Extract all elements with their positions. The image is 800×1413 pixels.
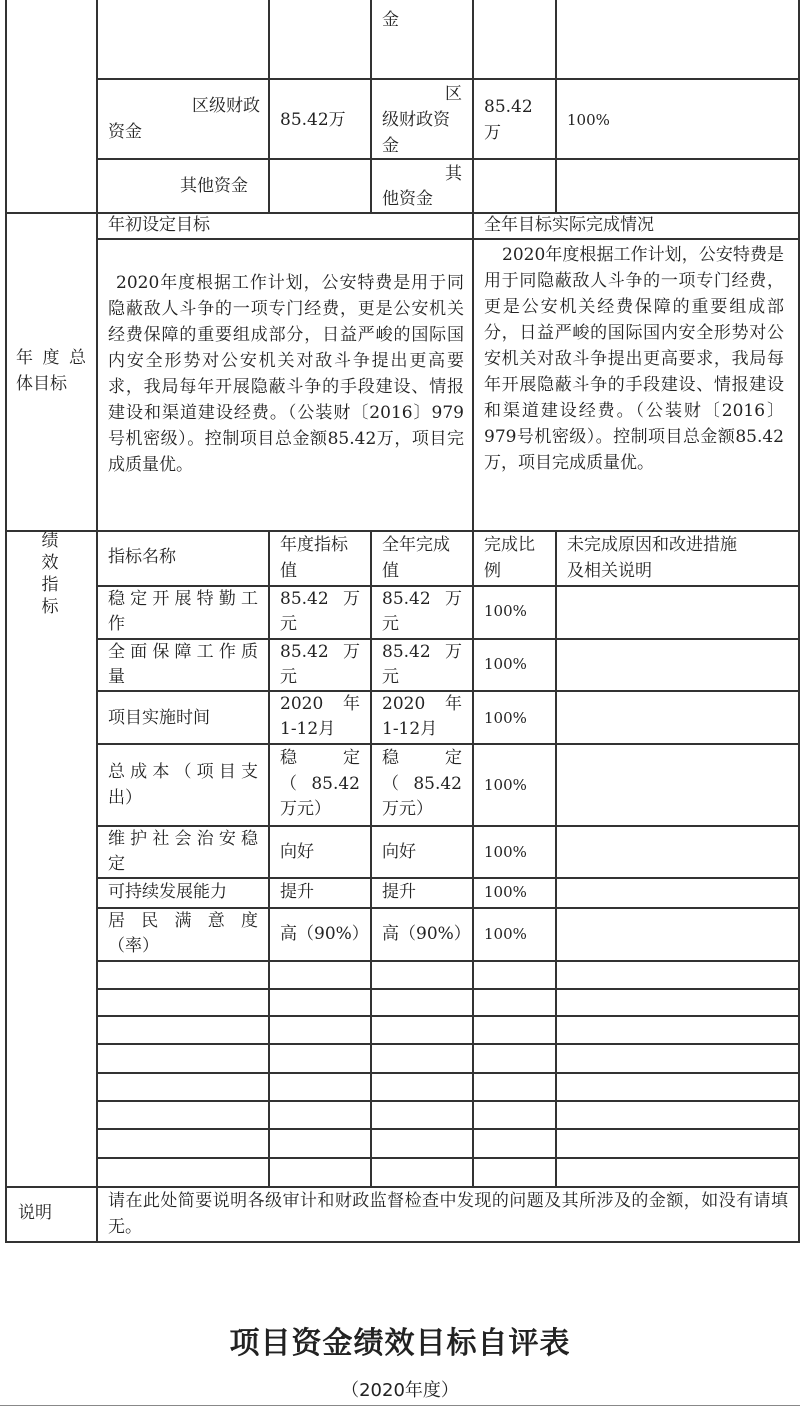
border-line [798,0,800,1242]
border-line [96,1128,800,1130]
border-line [5,530,800,532]
indicator-row-target: 提升 [280,882,314,902]
indicator-row-actual-cont: 元 [382,614,399,634]
indicator-row-target: 稳 定 [280,748,360,768]
indicator-row-actual-cont: （85.42 [382,774,462,794]
next-page-subtitle: （2020年度） [341,1380,459,1401]
indicator-row-name-cont: 定 [108,854,125,874]
indicator-row-actual-cont: 1-12月 [382,719,438,739]
indicators-label-char: 指 [41,575,59,595]
indicator-row-name-cont: （率） [108,936,159,956]
indicator-row-ratio: 100% [484,709,527,727]
ratio-header-line1: 完成比 [484,535,535,555]
border-line [96,1157,800,1159]
notes-text: 请在此处简要说明各级审计和财政监督检查中发现的问题及其所涉及的金额，如没有请填无。 [108,1191,788,1237]
indicator-row-ratio: 100% [484,655,527,673]
indicators-section-label [38,530,62,618]
district-funds-budget: 85.42万 [280,110,346,130]
indicator-row-name-cont: 量 [108,667,125,687]
page-bottom-rule [0,1405,800,1406]
indicator-row-name: 总成本（项目支 [108,762,258,782]
indicator-row-target-cont: 1-12月 [280,719,336,739]
indicators-label-char: 标 [41,597,59,617]
district-funds-actual-line1: 85.42 [484,97,533,117]
indicator-row-name-cont: 出） [108,788,142,808]
indicator-row-actual-cont: 元 [382,667,399,687]
indicator-row-actual: 向好 [382,842,416,862]
indicators-label-char: 绩 [41,531,59,551]
border-line [472,0,474,1186]
border-line [96,0,98,1242]
indicator-row-target-cont2: 万元） [280,799,331,819]
border-line [96,877,800,879]
border-line [96,743,800,745]
actual-goal-header: 全年目标实际完成情况 [484,215,654,235]
border-line [268,530,270,1186]
border-line [96,988,800,990]
indicator-row-target: 85.42 万 [280,589,360,609]
border-line [370,530,372,1186]
indicator-name-header: 指标名称 [108,547,176,567]
border-line [555,0,557,212]
district-funds-label [104,94,260,119]
planned-goal-text: 2020年度根据工作计划，公安特费是用于同隐蔽敌人斗争的一项专门经费，更是公安机关经费保障的重要组成部分，日益严峻的国际国内安全形势对公安机关对敌斗争提出更高要求，我局每年开展隐蔽斗争的手段建设、情报建设和渠道建设经费。（公装财〔2016〕979号机密级）。控制项目总金额85.42万，项目完成质量优。 [108,273,464,475]
next-page-title: 项目资金绩效目标自评表 [229,1326,571,1361]
border-line [5,0,7,1242]
indicator-row-name-cont: 作 [108,614,125,634]
district-funds-label-line2: 资金 [108,122,142,142]
other-funds-exec-line1: 其 [445,164,462,184]
reason-header-line1: 未完成原因和改进措施 [567,535,737,555]
target-header-line2: 值 [280,561,297,581]
indicator-row-actual: 高（90%） [382,924,471,944]
indicator-row-ratio: 100% [484,883,527,901]
indicator-row-name: 可持续发展能力 [108,882,227,902]
indicator-row-ratio: 100% [484,602,527,620]
planned-goal-header: 年初设定目标 [108,215,210,235]
border-line [96,1015,800,1017]
goals-section-label-line1: 年度总 [16,348,86,368]
indicator-row-actual: 2020 年 [382,694,462,714]
district-funds-label-line1: 区级财政 [192,96,260,116]
other-funds-label: 其他资金 [180,176,248,196]
indicator-row-ratio: 100% [484,776,527,794]
indicator-row-ratio: 100% [484,925,527,943]
district-funds-exec-line3: 金 [382,136,399,156]
indicator-row-ratio: 100% [484,843,527,861]
indicator-row-name: 维护社会治安稳 [108,829,258,849]
indicator-row-target: 高（90%） [280,924,369,944]
district-funds-actual-line2: 万 [484,123,501,143]
indicator-row-target: 85.42 万 [280,642,360,662]
indicator-row-actual: 85.42 万 [382,642,462,662]
indicator-row-actual: 提升 [382,882,416,902]
indicator-row-target-cont: （85.42 [280,774,360,794]
indicators-label-char: 效 [41,553,59,573]
border-line [268,0,270,212]
indicator-row-target: 向好 [280,842,314,862]
border-line [96,158,800,160]
border-line [96,1100,800,1102]
reason-header-line2: 及相关说明 [567,561,652,581]
indicator-row-name: 项目实施时间 [108,708,210,728]
indicator-row-target-cont: 元 [280,614,297,634]
indicator-row-actual: 稳 定 [382,748,462,768]
target-header-line1: 年度指标 [280,535,348,555]
border-line [96,238,800,240]
other-funds-exec-line2: 他资金 [382,189,433,209]
actual-header-line1: 全年完成 [382,535,450,555]
indicator-row-actual: 85.42 万 [382,589,462,609]
border-line [370,0,372,212]
indicator-row-name: 居民满意度 [108,911,258,931]
indicator-row-target-cont: 元 [280,667,297,687]
ratio-header-line2: 例 [484,561,501,581]
funds-top-partial-cell: 金 [382,10,399,30]
border-line [96,1043,800,1045]
border-line [96,960,800,962]
indicator-row-target: 2020 年 [280,694,360,714]
actual-goal-text: 2020年度根据工作计划，公安特费是用于同隐蔽敌人斗争的一项专门经费，更是公安机关经费保障的重要组成部分，日益严峻的国际国内安全形势对公安机关对敌斗争提出更高要求，我局每年开展隐蔽斗争的手段建设、情报建设和渠道建设经费。（公装财〔2016〕979号机密级）。控制项目总金额85.42万，项目完成质量优。 [484,245,784,473]
indicator-row-actual-cont2: 万元） [382,799,433,819]
district-funds-rate: 100% [567,111,610,129]
indicator-row-name: 稳定开展特勤工 [108,589,258,609]
notes-label: 说明 [18,1203,52,1223]
border-line [96,78,800,80]
border-line [5,1241,800,1243]
indicator-row-name: 全面保障工作质 [108,642,258,662]
goals-section-label-line2: 体目标 [16,374,67,394]
border-line [555,530,557,1186]
district-funds-exec-line1: 区 [445,84,462,104]
district-funds-exec-line2: 级财政资 [382,110,450,130]
actual-header-line2: 值 [382,561,399,581]
border-line [96,1072,800,1074]
